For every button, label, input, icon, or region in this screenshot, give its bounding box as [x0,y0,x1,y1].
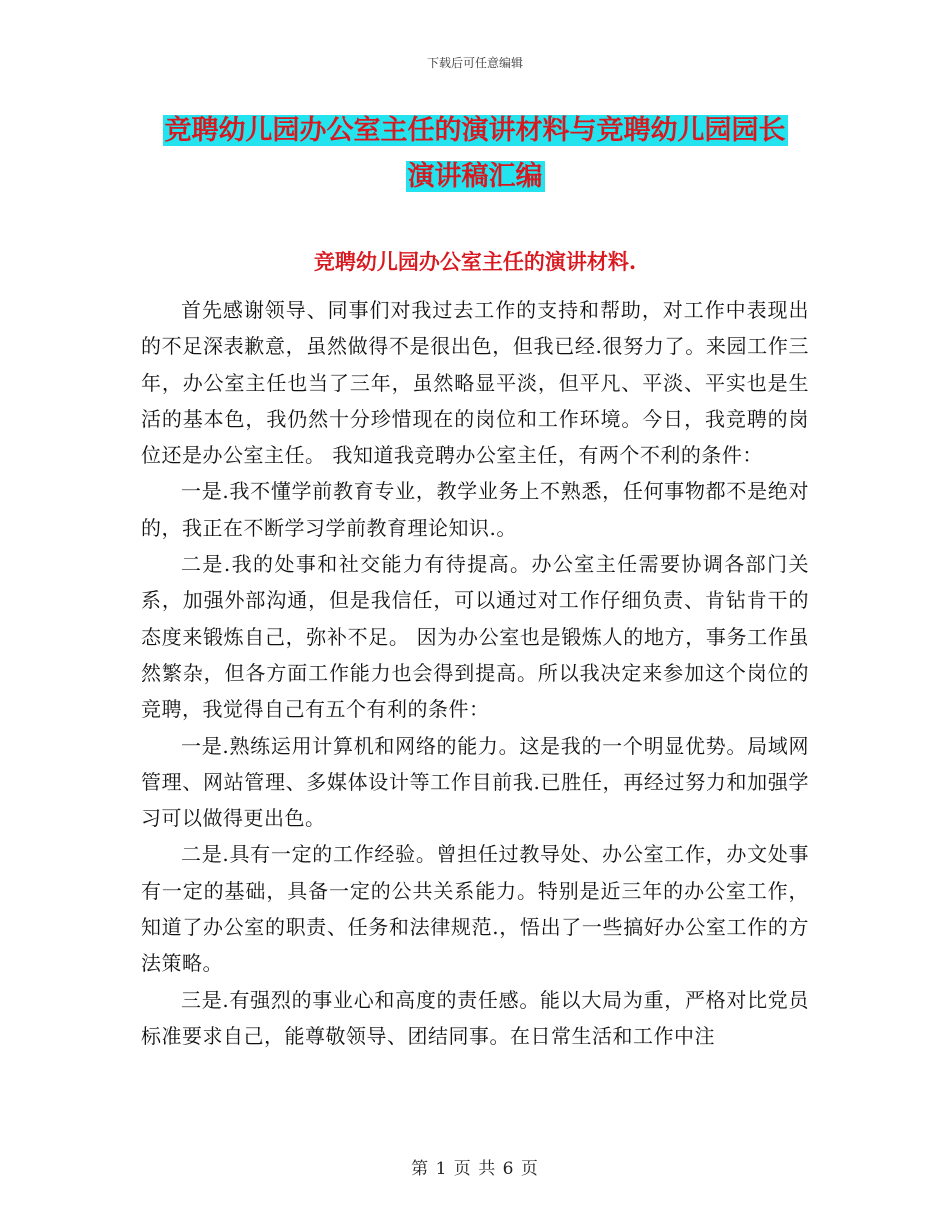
paragraph: 一是.熟练运用计算机和网络的能力。这是我的一个明显优势。局域网管理、网站管理、多媒体设计等工作目前我.已胜任，再经过努力和加强学习可以做得更出色。 [141,733,809,831]
paragraph: 二是.具有一定的工作经验。曾担任过教导处、办公室工作，办文处事有一定的基础，具备一定的公共关系能力。特别是近三年的办公室工作，知道了办公室的职责、任务和法律规范.，悟出了一些搞好办公室工作的方法策略。 [141,842,809,976]
section-title: 竞聘幼儿园办公室主任的演讲材料. [313,249,637,274]
document-title-line-1: 竞聘幼儿园办公室主任的演讲材料与竞聘幼儿园园长 [164,115,786,146]
document-title-line-2: 演讲稿汇编 [407,161,543,192]
paragraph: 三是.有强烈的事业心和高度的责任感。能以大局为重，严格对比党员标准要求自己，能尊敬领导、团结同事。在日常生活和工作中注 [141,987,809,1048]
paragraph: 首先感谢领导、同事们对我过去工作的支持和帮助，对工作中表现出的不足深表歉意，虽然做得不是很出色，但我已经.很努力了。来园工作三年，办公室主任也当了三年，虽然略显平淡，但平凡、平淡、平实也是生活的基本色，我仍然十分珍惜现在的岗位和工作环境。今日，我竞聘的岗位还是办公室主任。 我知道我竞聘办公室主任，有两个不利的条件： [141,298,809,468]
paragraph: 二是.我的处事和社交能力有待提高。办公室主任需要协调各部门关系，加强外部沟通，但是我信任，可以通过对工作仔细负责、肯钻肯干的态度来锻炼自己，弥补不足。 因为办公室也是锻炼人的地方，事务工作虽然繁杂，但各方面工作能力也会得到提高。所以我决定来参加这个岗位的竞聘，我觉得自己有五个有利的条件： [141,552,809,722]
page-number: 第 1 页 共 6 页 [411,1159,539,1179]
document-body [141,292,809,1054]
paragraph: 一是.我不懂学前教育专业，教学业务上不熟悉，任何事物都不是绝对的，我正在不断学习学前教育理论知识.。 [141,479,809,540]
document-title [140,108,810,200]
header-note: 下载后可任意编辑 [426,56,523,70]
